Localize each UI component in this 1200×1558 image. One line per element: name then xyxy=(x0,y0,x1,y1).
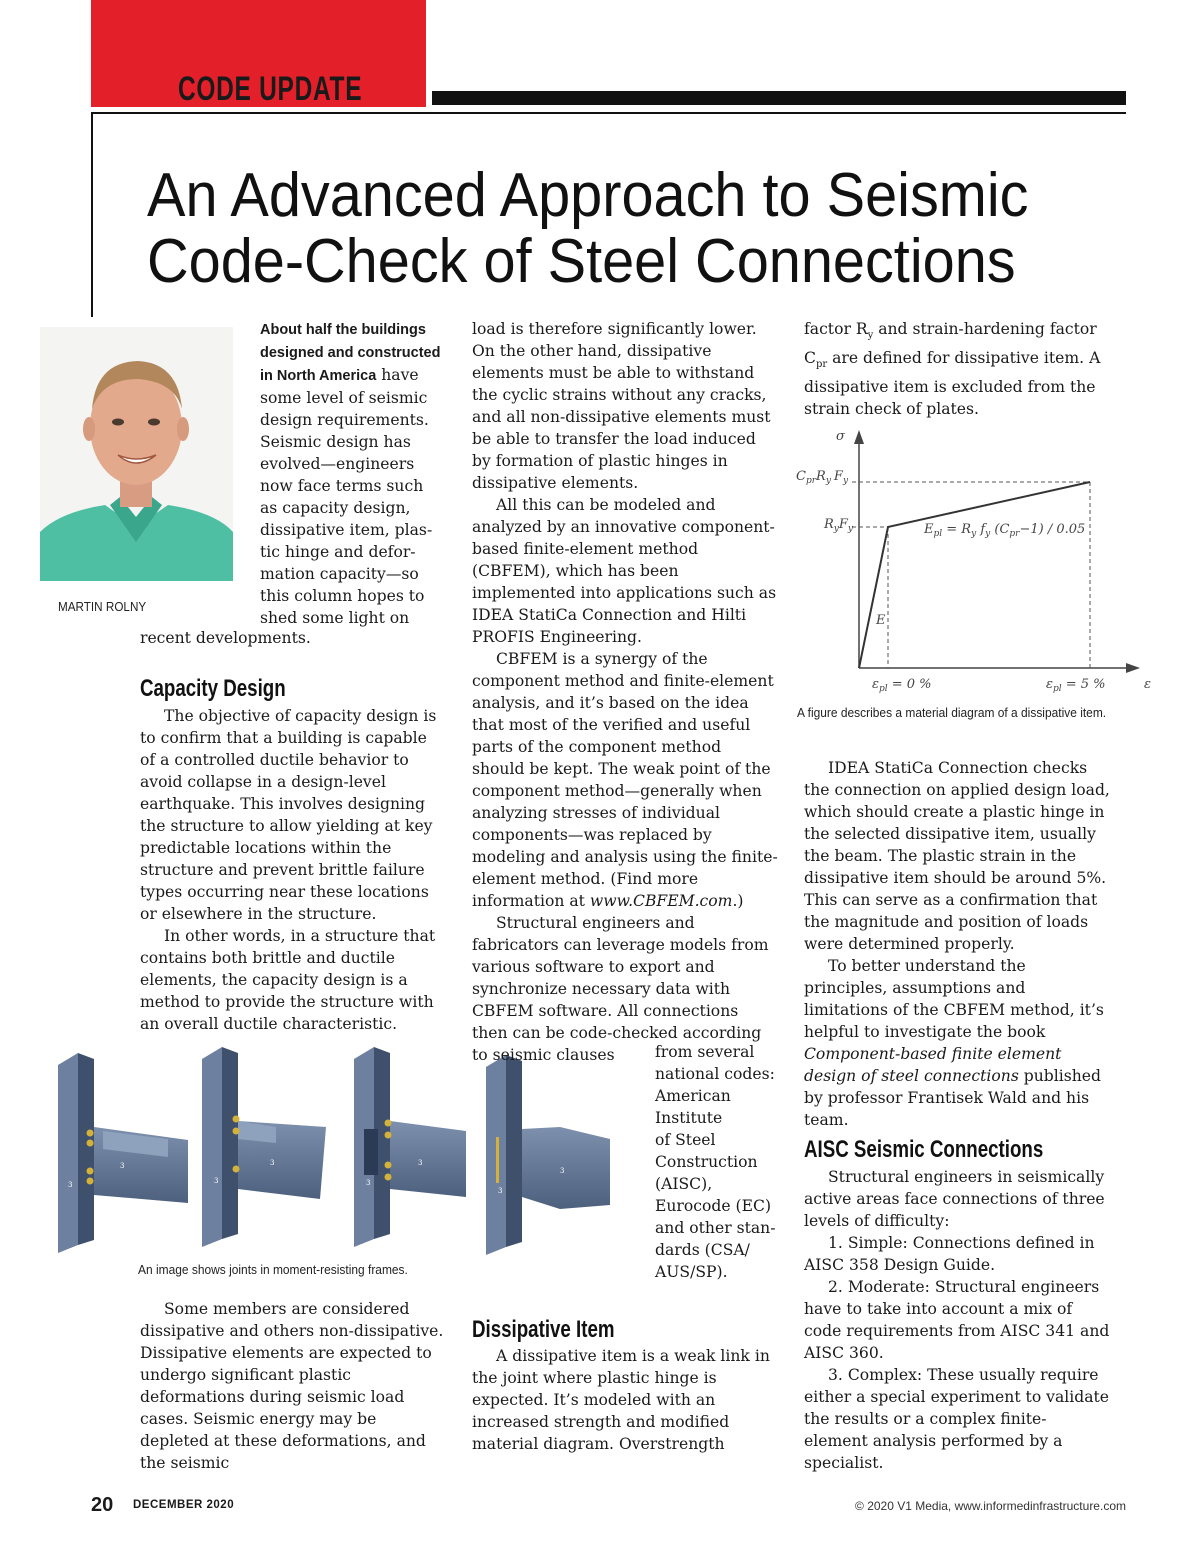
heading-dissipative-item: Dissipative Item xyxy=(472,1316,615,1343)
intro-line: this column hopes to xyxy=(260,587,425,605)
aisc-paragraph-1: Structural engineers in seismically active areas face connections of three levels of difficulty: xyxy=(804,1168,1105,1230)
col3-paragraph-0 xyxy=(804,318,1110,420)
col2-paragraph-1: load is therefore significantly lower. On the other hand, dissipative elements must be able to withstand the cyclic strains without any cracks, and all non-dissipative elements must be able to transfer the load induced by formation of plastic hinges in dissipative elements. xyxy=(472,320,771,492)
epl-equation: $E_{pl} = R_y$ $f_y$ $(C_{pr}-1) / 0.05$ xyxy=(924,522,1086,539)
narrow-line: AUS/SP). xyxy=(655,1263,728,1281)
joint-number: 3 xyxy=(498,1187,503,1195)
narrow-line: of Steel xyxy=(655,1131,716,1149)
column-3-top xyxy=(804,318,1110,420)
dissipative-body xyxy=(472,1345,778,1455)
issue-date: DECEMBER 2020 xyxy=(133,1499,235,1511)
narrow-line: Construction xyxy=(655,1153,758,1171)
frame-top-rule xyxy=(91,112,1126,114)
aisc-item-2: 2. Moderate: Structural engineers have to take into account a mix of code requirements from AISC 341 and AISC 360. xyxy=(804,1278,1110,1362)
intro-block xyxy=(260,318,460,629)
capacity-paragraph-2: In other words, in a structure that contains both brittle and ductile elements, the capacity design is a method to provide the structure with an overall ductile characteristic. xyxy=(140,927,436,1033)
intro-lead-line-2: designed and constructed xyxy=(260,345,441,361)
narrow-line: American xyxy=(655,1087,731,1105)
intro-line: as capacity design, xyxy=(260,499,411,517)
intro-line: dissipative item, plas- xyxy=(260,521,433,539)
title-line-1: An Advanced Approach to Seismic xyxy=(147,161,1029,230)
section-label: CODE UPDATE xyxy=(178,70,363,108)
intro-line: evolved—engineers xyxy=(260,455,415,473)
x-axis-arrow xyxy=(1126,663,1140,673)
ry-fy-label: $R_yF_y$ xyxy=(824,517,854,534)
col3-p0-sub2: pr xyxy=(815,359,828,371)
joint-number: 3 xyxy=(270,1159,275,1167)
joint-number: 3 xyxy=(560,1167,565,1175)
epsilon-label: ε xyxy=(1144,677,1151,692)
modulus-e-label: E xyxy=(876,613,886,628)
stress-strain-curve xyxy=(859,482,1090,668)
book-title: Component-based finite element design of steel connections xyxy=(804,1045,1062,1085)
joint-4 xyxy=(486,1055,610,1255)
aisc-item-1: 1. Simple: Connections defined in AISC 358 Design Guide. xyxy=(804,1234,1095,1274)
joint-2 xyxy=(202,1047,326,1247)
intro-lead-line-3: in North America xyxy=(260,368,377,384)
y-axis-arrow xyxy=(854,430,864,444)
narrow-line: Eurocode (EC) xyxy=(655,1197,772,1215)
narrow-line: national codes: xyxy=(655,1065,775,1083)
intro-last-line: recent developments. xyxy=(140,629,311,647)
heading-capacity-design: Capacity Design xyxy=(140,675,286,702)
col2-narrow-block xyxy=(655,1041,785,1283)
capacity-paragraph-1: The objective of capacity design is to confirm that a building is capable of a controlled ductile behavior to avoid collapse in a design-level earthquake. This involves designing the structure to allow yielding at key predictable locations within the structure and prevent brittle failure types occurring near these locations or elsewhere in the structure. xyxy=(140,707,437,923)
joints-illustration xyxy=(48,1045,648,1255)
col3-p2-b: published by professor Frantisek Wald and his team. xyxy=(804,1067,1102,1129)
intro-line: mation capacity—so xyxy=(260,565,419,583)
narrow-line: and other stan- xyxy=(655,1219,776,1237)
aisc-item-3: 3. Complex: These usually require either a special experiment to validate the results or a complex finite-element analysis performed by a specialist. xyxy=(804,1366,1110,1472)
col3-p0-a: factor R xyxy=(804,320,868,338)
col2-paragraph-3 xyxy=(472,648,778,912)
joint-1 xyxy=(58,1053,188,1253)
joint-number: 3 xyxy=(418,1159,423,1167)
eps-pl-0-label: $\varepsilon_{pl} = 0$ % xyxy=(872,677,932,694)
col3-p0-sub1: y xyxy=(867,330,874,342)
cpr-ry-fy-label: $C_{pr}R_y$ $F_y$ xyxy=(796,469,849,486)
col2-paragraph-3-end: .) xyxy=(732,892,744,910)
capacity-body xyxy=(140,705,446,1035)
title-line-2: Code-Check of Steel Connections xyxy=(147,227,1016,296)
joint-3 xyxy=(354,1047,466,1247)
intro-lead-rest: have xyxy=(376,366,419,384)
joints-caption: An image shows joints in moment-resisting frames. xyxy=(138,1262,408,1277)
dissipative-paragraph: A dissipative item is a weak link in the joint where plastic hinge is expected. It’s modeled with an increased strength and modified material diagram. Overstrength xyxy=(472,1347,770,1453)
intro-line: Seismic design has xyxy=(260,433,411,451)
col3-p0-c: are defined for dissipative item. A dissipative item is excluded from the strain check of plates. xyxy=(804,349,1101,419)
narrow-line: (AISC), xyxy=(655,1175,713,1193)
author-name: MARTIN ROLNY xyxy=(58,599,147,614)
dissipative-members-paragraph: Some members are considered dissipative and others non-dissipative. Dissipative elements are expected to undergo significant plastic deformations during seismic load cases. Seismic energy may be depleted at these deformations, and the seismic xyxy=(140,1300,444,1472)
narrow-line: dards (CSA/ xyxy=(655,1241,750,1259)
article-title xyxy=(147,163,1028,295)
intro-line: now face terms such xyxy=(260,477,424,495)
header-rule xyxy=(432,91,1126,105)
col2-paragraph-2: All this can be modeled and analyzed by an innovative component-based finite-element method (CBFEM), which has been implemented into applications such as IDEA StatiCa Connection and Hilti PROFIS Engineering. xyxy=(472,496,777,646)
material-diagram xyxy=(790,420,1160,700)
narrow-line: Institute xyxy=(655,1109,723,1127)
col3-p0-b: and strain-hardening factor C xyxy=(804,320,1097,368)
col2-paragraph-3-text: CBFEM is a synergy of the component method and finite-element analysis, and it’s based on the idea that most of the verified and useful parts of the component method should be kept. The weak point of the component method—generally when analyzing stresses of individual components—was replaced by modeling and analysis using the finite-element method. (Find more information at xyxy=(472,650,778,910)
intro-line: some level of seismic xyxy=(260,389,428,407)
figure-caption: A figure describes a material diagram of a dissipative item. xyxy=(797,705,1107,720)
joint-number: 3 xyxy=(366,1179,371,1187)
page-number: 20 xyxy=(91,1494,114,1516)
intro-line: shed some light on xyxy=(260,609,410,627)
copyright: © 2020 V1 Media, www.informedinfrastructure.com xyxy=(855,1499,1126,1513)
column-2-body xyxy=(472,318,778,1066)
sigma-label: σ xyxy=(836,429,845,444)
eps-pl-5-label: $\varepsilon_{pl} = 5$ % xyxy=(1046,677,1106,694)
intro-lead-line-1: About half the buildings xyxy=(260,322,426,338)
col3-paragraph-1: IDEA StatiCa Connection checks the connection on applied design load, which should create a plastic hinge in the selected dissipative item, usually the beam. The plastic strain in the dissipative item should be around 5%. This can serve as a confirmation that the magnitude and position of loads were determined properly. xyxy=(804,759,1110,953)
frame-left-rule xyxy=(91,112,93,317)
col3-p2-a: To better understand the principles, assumptions and limitations of the CBFEM method, it’s helpful to investigate the book xyxy=(804,957,1104,1041)
joint-number: 3 xyxy=(214,1177,219,1185)
joint-number: 3 xyxy=(68,1181,73,1189)
aisc-body xyxy=(804,1166,1110,1474)
column-1-continued xyxy=(140,1298,446,1474)
column-3-body xyxy=(804,757,1110,1131)
author-portrait xyxy=(40,327,233,581)
joint-number: 3 xyxy=(120,1162,125,1170)
intro-line: tic hinge and defor- xyxy=(260,543,416,561)
col3-paragraph-2 xyxy=(804,955,1110,1131)
narrow-line: from several xyxy=(655,1043,755,1061)
heading-aisc-seismic: AISC Seismic Connections xyxy=(804,1136,1044,1163)
col2-paragraph-4: Structural engineers and fabricators can leverage models from various software to export and synchronize necessary data with CBFEM software. All connections then can be code-checked according to seismic clauses xyxy=(472,914,769,1064)
intro-line: design requirements. xyxy=(260,411,429,429)
cbfem-link[interactable]: www.CBFEM.com xyxy=(589,892,733,910)
